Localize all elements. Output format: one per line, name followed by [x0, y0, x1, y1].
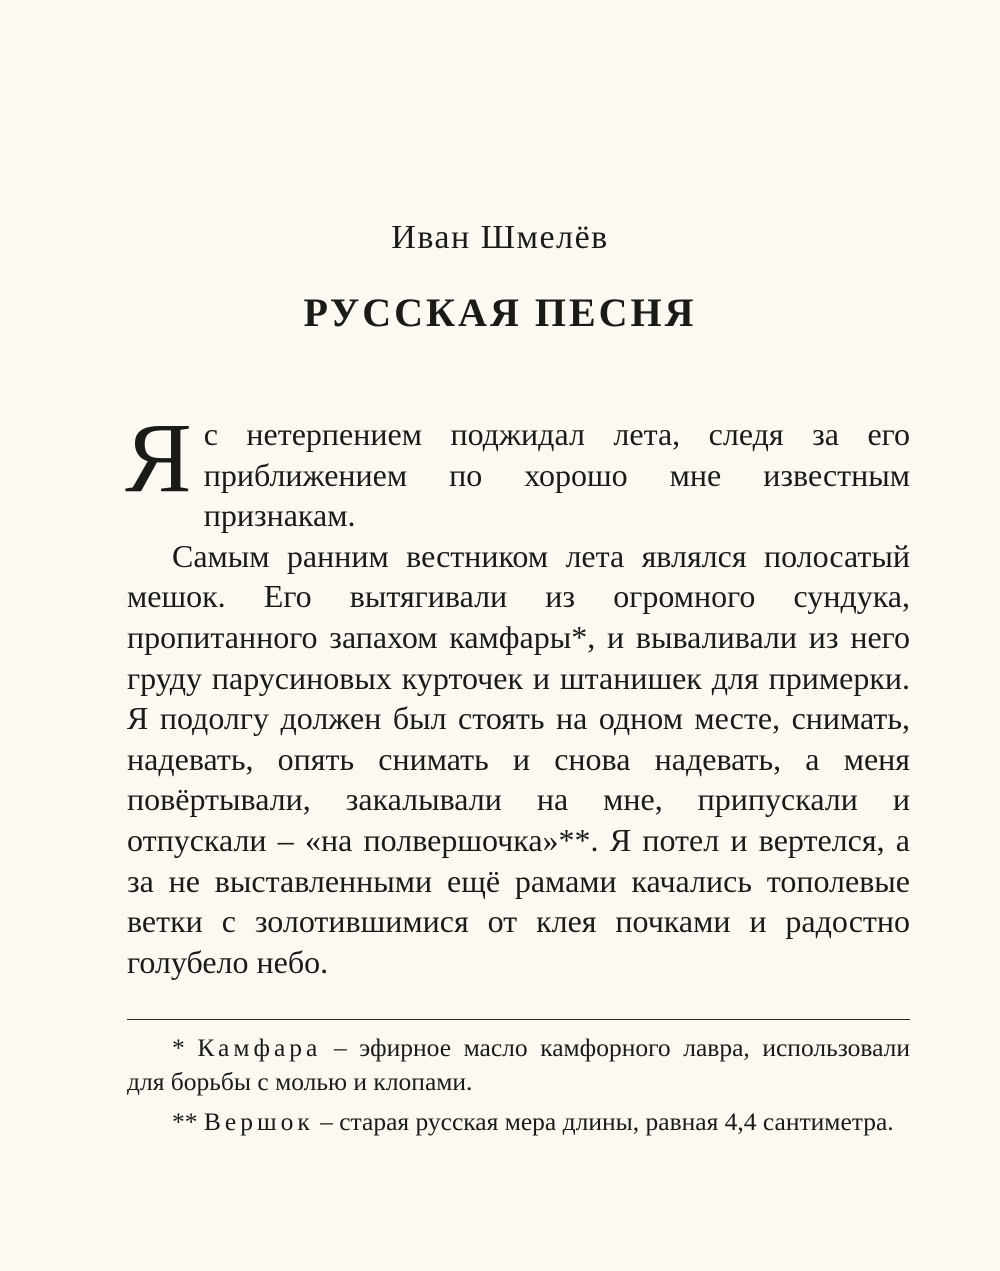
footnote-2-mark: **: [172, 1107, 198, 1136]
footnote-divider: [127, 1019, 910, 1020]
footnote-1-text: – эфирное масло камфорного лавра, использовали для борьбы с молью и клопами.: [127, 1033, 911, 1096]
footnote-1: [127, 1031, 910, 1099]
paragraph-2: Самым ранним вестником лета являлся полосатый мешок. Его вытягивали из огромного сундука, пропитанного запахом камфары*, и вываливали из него груду парусиновых курточек и штанишек для примерки. Я подолгу должен был стоять на одном месте, снимать, надевать, опять снимать и снова надевать, а меня повёртывали, закалывали на мне, припускали и отпускали – «на полвершочка»**. Я потел и вертелся, а за не выставленными ещё рамами качались тополевые ветки с золотившимися от клея почками и радостно голубело небо.: [127, 537, 910, 980]
author-name: Иван Шмелёв: [391, 219, 609, 256]
drop-cap: Я: [125, 402, 192, 513]
footnote-1-term: Камфара: [197, 1033, 322, 1062]
main-text: [125, 402, 910, 982]
footnote-2-term: Вершок: [203, 1107, 314, 1136]
paragraph-1: [125, 402, 910, 536]
footnote-2-text: – старая русская мера длины, равная 4,4 сантиметра.: [320, 1107, 894, 1136]
paragraph-1-text: с нетерпением поджидал лета, следя за его приближением по хорошо мне известным признакам.: [203, 416, 910, 534]
story-title: РУССКАЯ ПЕСНЯ: [303, 290, 697, 335]
footnotes: [127, 1031, 910, 1145]
footnote-2: [127, 1105, 910, 1139]
footnote-1-mark: *: [172, 1033, 185, 1062]
